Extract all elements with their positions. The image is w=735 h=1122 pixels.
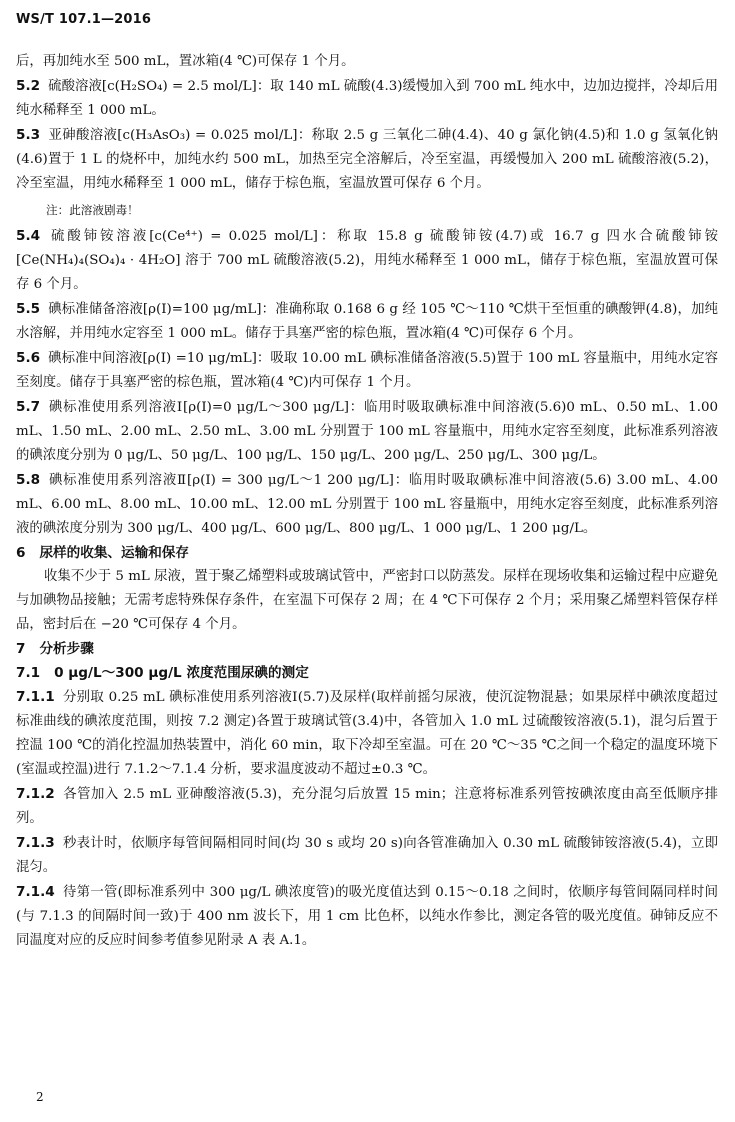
clause-text: 碘标准中间溶液[ρ(I) =10 μg/mL]：吸取 10.00 mL 碘标准储备溶液(5.5)置于 100 mL 容量瓶中，用纯水定容至刻度。储存于具塞严密的棕色瓶，置冰箱(4 ℃)内可保存 1 个月。 — [16, 351, 718, 390]
step-number: 7.1.4 — [16, 884, 55, 900]
clause-5-4 — [16, 224, 718, 297]
clause-text: 硫酸溶液[c(H₂SO₄) = 2.5 mol/L]：取 140 mL 硫酸(4.3)缓慢加入到 700 mL 纯水中，边加边搅拌，冷却后用纯水稀释至 1 000 mL。 — [16, 79, 718, 118]
page-content — [16, 50, 718, 953]
clause-text: 碘标准使用系列溶液Ⅱ[ρ(I) = 300 μg/L～1 200 μg/L]：临用时吸取碘标准中间溶液(5.6) 3.00 mL、4.00 mL、6.00 mL、8.00 mL、10.00 mL、12.00 mL 分别置于 100 mL 容量瓶中，用纯水定容至刻度，此标准系列溶液的碘浓度分别为 300 μg/L、400 μg/L、600 μg/L、800 μg/L、1 000 μg/L、1 200 μg/L。 — [16, 473, 718, 536]
subsection-title: 0 μg/L～300 μg/L 浓度范围尿碘的测定 — [54, 665, 309, 681]
section-title: 尿样的收集、运输和保存 — [39, 545, 189, 561]
clause-number: 5.4 — [16, 228, 41, 244]
step-7-1-1 — [16, 685, 718, 782]
section-6-paragraph: 收集不少于 5 mL 尿液，置于聚乙烯塑料或玻璃试管中，严密封口以防蒸发。尿样在现场收集和运输过程中应避免与加碘物品接触；无需考虑特殊保存条件，在室温下可保存 2 周；在 4 ℃下可保存 2 个月；采用聚乙烯塑料管保存样品，密封后在 −20 ℃可保存 4 个月。 — [16, 569, 718, 632]
clause-5-6 — [16, 346, 718, 395]
step-text: 各管加入 2.5 mL 亚砷酸溶液(5.3)，充分混匀后放置 15 min；注意将标准系列管按碘浓度由高至低顺序排列。 — [16, 787, 718, 826]
clause-5-2 — [16, 74, 718, 123]
section-7-heading — [16, 637, 718, 661]
section-title: 分析步骤 — [39, 641, 94, 657]
page-number: 2 — [36, 1090, 44, 1104]
clause-5-8 — [16, 468, 718, 541]
standard-id-header: WS/T 107.1—2016 — [16, 12, 152, 27]
clause-number: 5.5 — [16, 301, 41, 317]
step-7-1-2 — [16, 782, 718, 831]
section-6-heading — [16, 541, 718, 565]
clause-number: 5.8 — [16, 472, 41, 488]
clause-text: 亚砷酸溶液[c(H₃AsO₃) = 0.025 mol/L]：称取 2.5 g 三氧化二砷(4.4)、40 g 氯化钠(4.5)和 1.0 g 氢氧化钠(4.6)置于 1 L 的烧杯中，加纯水约 500 mL，加热至完全溶解后，冷至室温，再缓慢加入 200 mL 硫酸溶液(5.2)，冷至室温，用纯水稀释至 1 000 mL，储存于棕色瓶，室温放置可保存 6 个月。 — [16, 128, 718, 191]
continued-text: 后，再加纯水至 500 mL，置冰箱(4 ℃)可保存 1 个月。 — [16, 54, 355, 69]
section-number: 6 — [16, 545, 26, 561]
step-text: 待第一管(即标准系列中 300 μg/L 碘浓度管)的吸光度值达到 0.15～0.18 之间时，依顺序每管间隔同样时间(与 7.1.3 的间隔时间一致)于 400 nm 波长下，用 1 cm 比色杯，以纯水作参比，测定各管的吸光度值。砷铈反应不同温度对应的反应时间参考值参见附录 A 表 A.1。 — [16, 885, 718, 948]
subsection-number: 7.1 — [16, 665, 41, 681]
step-7-1-4 — [16, 880, 718, 953]
section-number: 7 — [16, 641, 26, 657]
clause-number: 5.2 — [16, 78, 41, 94]
step-number: 7.1.1 — [16, 689, 55, 705]
clause-number: 5.7 — [16, 399, 41, 415]
clause-number: 5.3 — [16, 127, 41, 143]
step-number: 7.1.3 — [16, 835, 55, 851]
toxicity-note: 注：此溶液剧毒！ — [46, 203, 139, 217]
clause-number: 5.6 — [16, 350, 41, 366]
clause-text: 碘标准使用系列溶液Ⅰ[ρ(I)=0 μg/L～300 μg/L]：临用时吸取碘标准中间溶液(5.6)0 mL、0.50 mL、1.00 mL、1.50 mL、2.00 mL、2.50 mL、3.00 mL 分别置于 100 mL 容量瓶中，用纯水定容至刻度，此标准系列溶液的碘浓度分别为 0 μg/L、50 μg/L、100 μg/L、150 μg/L、200 μg/L、250 μg/L、300 μg/L。 — [16, 400, 718, 463]
subsection-7-1-heading — [16, 661, 718, 685]
clause-5-5 — [16, 297, 718, 346]
step-number: 7.1.2 — [16, 786, 55, 802]
clause-5-7 — [16, 395, 718, 468]
clause-text: 碘标准储备溶液[ρ(I)=100 μg/mL]：准确称取 0.168 6 g 经 105 ℃～110 ℃烘干至恒重的碘酸钾(4.8)，加纯水溶解，并用纯水定容至 1 000 mL。储存于具塞严密的棕色瓶，置冰箱(4 ℃)可保存 6 个月。 — [16, 302, 718, 341]
step-text: 分别取 0.25 mL 碘标准使用系列溶液Ⅰ(5.7)及尿样(取样前摇匀尿液，使沉淀物混悬；如果尿样中碘浓度超过标准曲线的碘浓度范围，则按 7.2 测定)各置于玻璃试管(3.4)中，各管加入 1.0 mL 过硫酸铵溶液(5.1)，混匀后置于控温 100 ℃的消化控温加热装置中，消化 60 min，取下冷却至室温。可在 20 ℃～35 ℃之间一个稳定的温度环境下(室温或控温)进行 7.1.2～7.1.4 分析，要求温度波动不超过±0.3 ℃。 — [16, 690, 718, 777]
step-7-1-3 — [16, 831, 718, 880]
clause-text: 硫酸铈铵溶液[c(Ce⁴⁺) = 0.025 mol/L]：称取 15.8 g 硫酸铈铵(4.7)或 16.7 g 四水合硫酸铈铵[Ce(NH₄)₄(SO₄)₄ · 4H₂O] 溶于 700 mL 硫酸溶液(5.2)，用纯水稀释至 1 000 mL，储存于棕色瓶，室温放置可保存 6 个月。 — [16, 229, 718, 292]
step-text: 秒表计时，依顺序每管间隔相同时间(均 30 s 或均 20 s)向各管准确加入 0.30 mL 硫酸铈铵溶液(5.4)，立即混匀。 — [16, 836, 718, 875]
clause-5-3 — [16, 123, 718, 196]
